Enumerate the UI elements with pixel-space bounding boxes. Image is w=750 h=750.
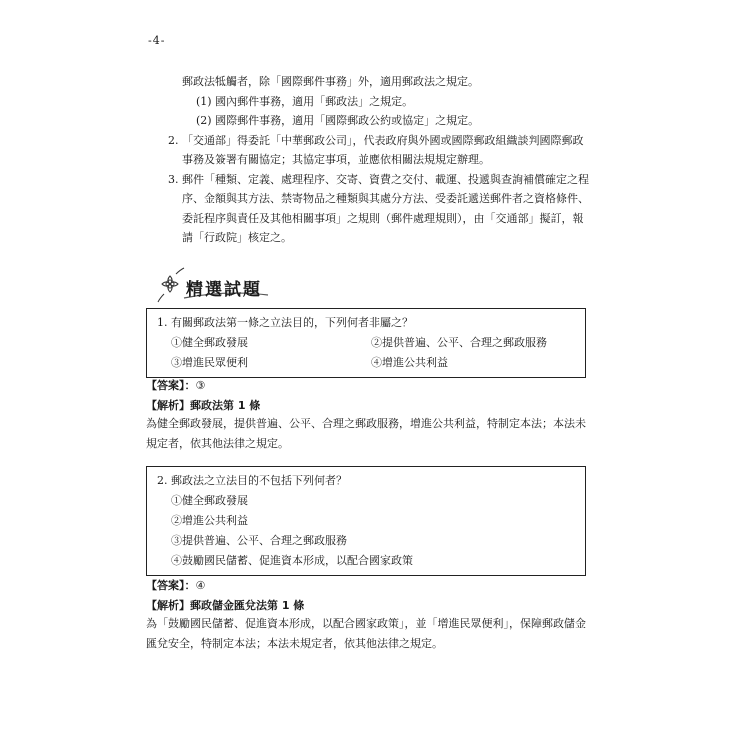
- answer-line-1: [146, 377, 205, 393]
- page-number: -4-: [148, 34, 166, 47]
- question-stem: 1. 有關郵政法第一條之立法目的，下列何者非屬之？: [157, 316, 413, 329]
- analysis-label-1: 【解析】郵政法第 1 條: [146, 399, 261, 412]
- answer-label: 【答案】：: [146, 379, 196, 392]
- intro-item-3: [168, 170, 592, 248]
- answer-value: ④: [195, 579, 206, 592]
- analysis-label-2: 【解析】郵政儲金匯兌法第 1 條: [146, 599, 305, 612]
- item-text: 「交通部」得委託「中華郵政公司」，代表政府與外國或國際郵政組織談判國際郵政事務及簽署有關協定；其協定事項，並應依相關法規規定辦理。: [182, 133, 584, 166]
- option-4: ④增進公共利益: [371, 356, 448, 369]
- analysis-text-2: 為「鼓勵國民儲蓄、促進資本形成，以配合國家政策」，並「增進民眾便利」，保障郵政儲金匯兌安全，特制定本法；本法未規定者，依其他法律之規定。: [146, 617, 586, 650]
- answer-label: 【答案】：: [146, 579, 196, 592]
- option-3: ③增進民眾便利: [171, 356, 248, 369]
- option-2: ②提供普遍、公平、合理之郵政服務: [371, 336, 547, 349]
- answer-line-2: [146, 577, 205, 593]
- question-stem: 2. 郵政法之立法目的不包括下列何者？: [157, 474, 347, 487]
- item-number: 3.: [168, 172, 179, 186]
- option-1: ①健全郵政發展: [171, 336, 248, 349]
- question-box-2: [146, 466, 586, 576]
- analysis-text-1: 為健全郵政發展，提供普遍、公平、合理之郵政服務，增進公共利益，特制定本法；本法未規定者，依其他法律之規定。: [146, 417, 586, 450]
- intro-sub-item-1: (1) 國內郵件事務，適用「郵政法」之規定。: [196, 94, 414, 108]
- section-heading: [156, 264, 296, 304]
- intro-sub-item-2: (2) 國際郵件事務，適用「國際郵政公約或協定」之規定。: [196, 114, 480, 127]
- question-box-1: [146, 308, 586, 378]
- item-number: 2.: [168, 133, 179, 147]
- option-1: ①健全郵政發展: [171, 494, 248, 507]
- option-list: [157, 333, 575, 373]
- option-list: [157, 491, 575, 571]
- intro-text: [168, 72, 592, 248]
- option-4: ④鼓勵國民儲蓄、促進資本形成，以配合國家政策: [171, 554, 413, 567]
- option-3: ③提供普遍、公平、合理之郵政服務: [171, 534, 347, 547]
- intro-line: 郵政法牴觸者，除「國際郵件事務」外，適用郵政法之規定。: [182, 75, 479, 88]
- intro-item-2: [168, 131, 592, 170]
- answer-value: ③: [195, 379, 206, 392]
- section-title: 精選試題: [186, 280, 262, 300]
- option-2: ②增進公共利益: [171, 514, 248, 527]
- item-text: 郵件「種類、定義、處理程序、交寄、資費之交付、載運、投遞與查詢補償確定之程序、金額與其方法、禁寄物品之種類與其處分方法、受委託遞送郵件者之資格條件、委託程序與責任及其他相關事項」之規則（郵件處理規則），由「交通部」擬訂，報請「行政院」核定之。: [182, 172, 589, 244]
